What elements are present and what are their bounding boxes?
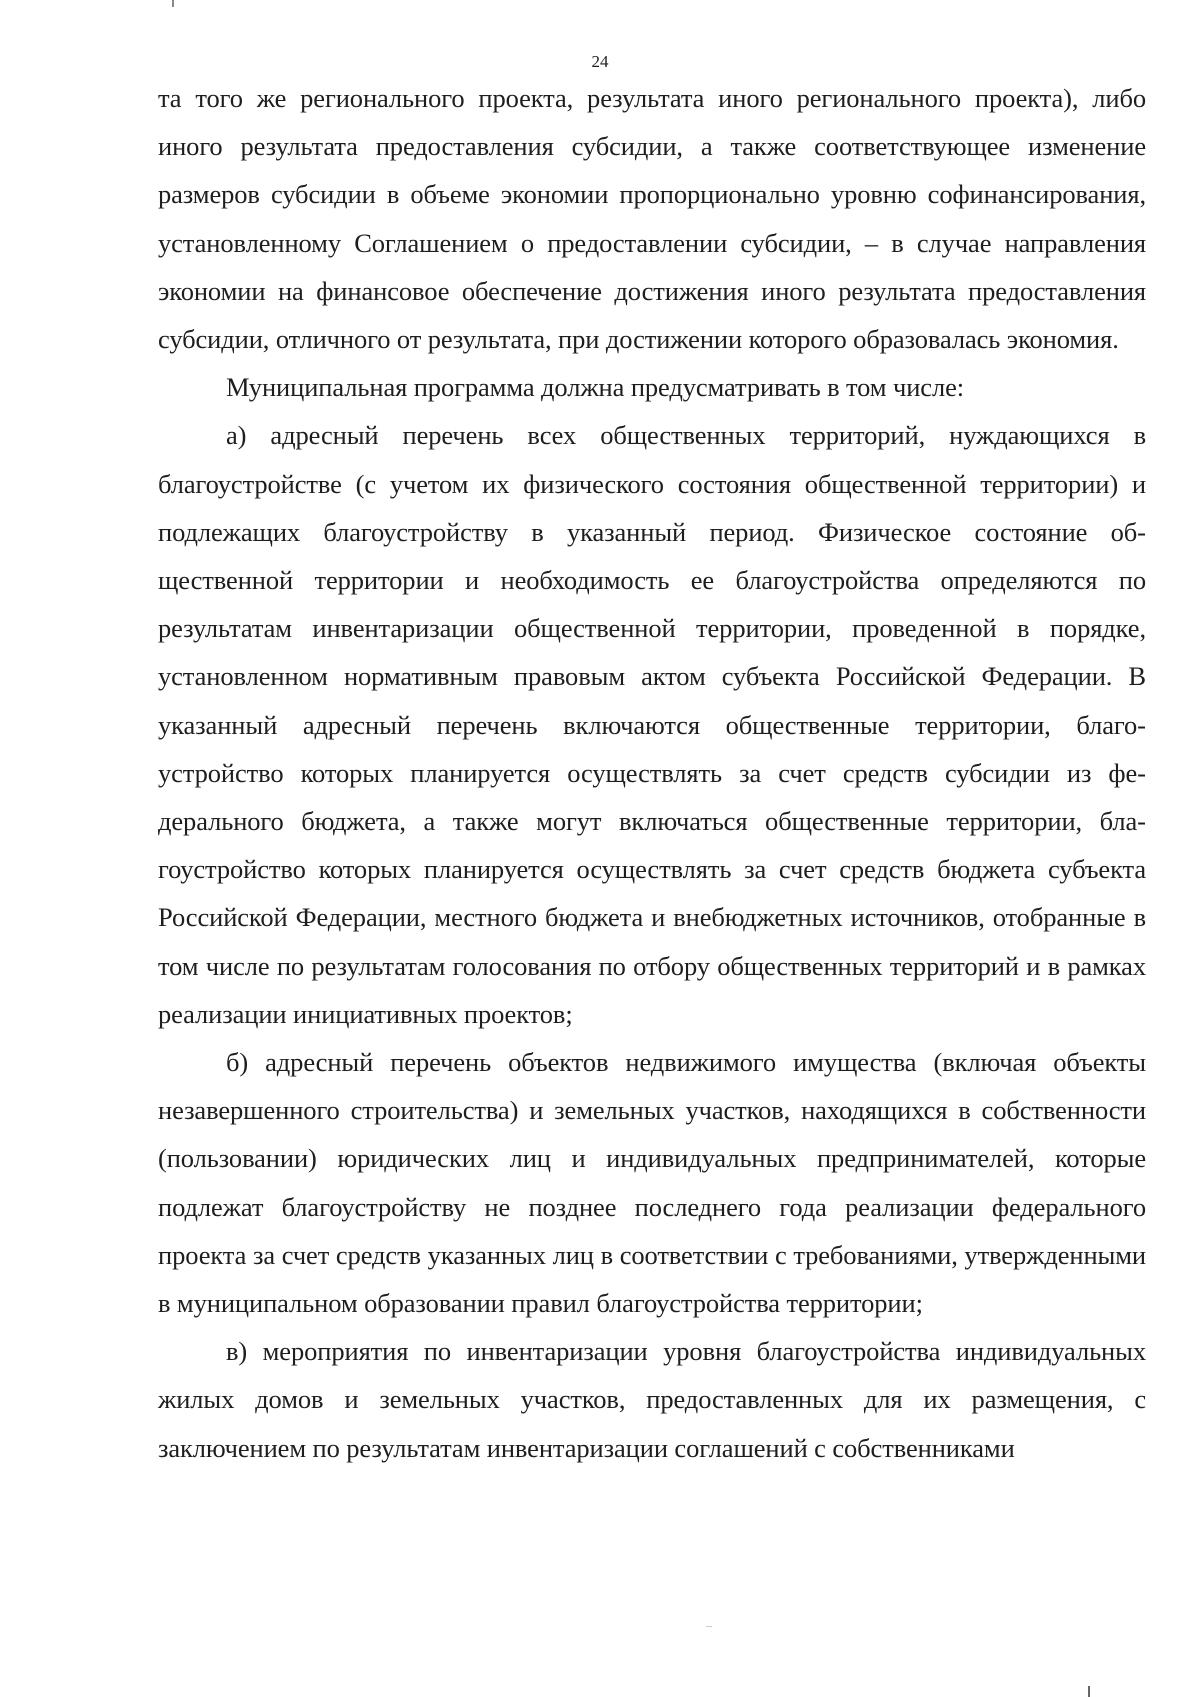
paragraph-continuation: та того же регионального проекта, результата иного регионального проекта), либо иного результата предоставления субсидии, а также соответствующее изменение размеров субсидии в объеме экономии пропорционально уровню софинансирования, установленному Соглашением о предоставлении субсидии, – в случае направления экономии на финансовое обеспечение достижения иного результата предоставления субсидии, отличного от результата, при достижении которого образовалась экономия. bbox=[158, 83, 1146, 355]
list-item-a: а) адресный перечень всех общественных территорий, нуждающихся в благоустройстве (с учетом их физического состояния общественной территории) и подлежащих благоустройству в указанный период. Физическое состояние общественной территории и необходимость ее благоустройства определяются по результатам инвентаризации общественной территории, проведенной в порядке, установленном нормативным правовым актом субъекта Российской Федерации. В указанный адресный перечень включаются общественные территории, благоустройство которых планируется осуществлять за счет средств субсидии из федерального бюджета, а также могут включаться общественные территории, благоустройство которых планируется осуществлять за счет средств бюджета субъекта Российской Федерации, местного бюджета и внебюджетных источников, отобранные в том числе по результатам голосования по отбору общественных территорий и в рамках реализации инициативных проектов; bbox=[158, 420, 1146, 1029]
scan-artifact-mark bbox=[172, 0, 174, 7]
paragraph-program-intro: Муниципальная программа должна предусматривать в том числе: bbox=[226, 372, 965, 403]
document-body bbox=[158, 74, 1146, 1472]
scan-artifact-dot bbox=[706, 1626, 712, 1627]
list-item-c: в) мероприятия по инвентаризации уровня благоустройства индивидуальных жилых домов и земельных участков, предоставленных для их размещения, с заключением по результатам инвентаризации соглашений с собственниками bbox=[158, 1336, 1146, 1463]
list-item-b: б) адресный перечень объектов недвижимого имущества (включая объекты незавершенного строительства) и земельных участков, находящихся в собственности (пользовании) юридических лиц и индивидуальных предпринимателей, которые подлежат благоустройству не позднее последнего года реализации федерального проекта за счет средств указанных лиц в соответствии с требованиями, утвержденными в муниципальном образовании правил благоустройства территории; bbox=[158, 1047, 1146, 1319]
scan-artifact-mark-bottom bbox=[1088, 1686, 1090, 1697]
page-number: 24 bbox=[591, 52, 609, 71]
